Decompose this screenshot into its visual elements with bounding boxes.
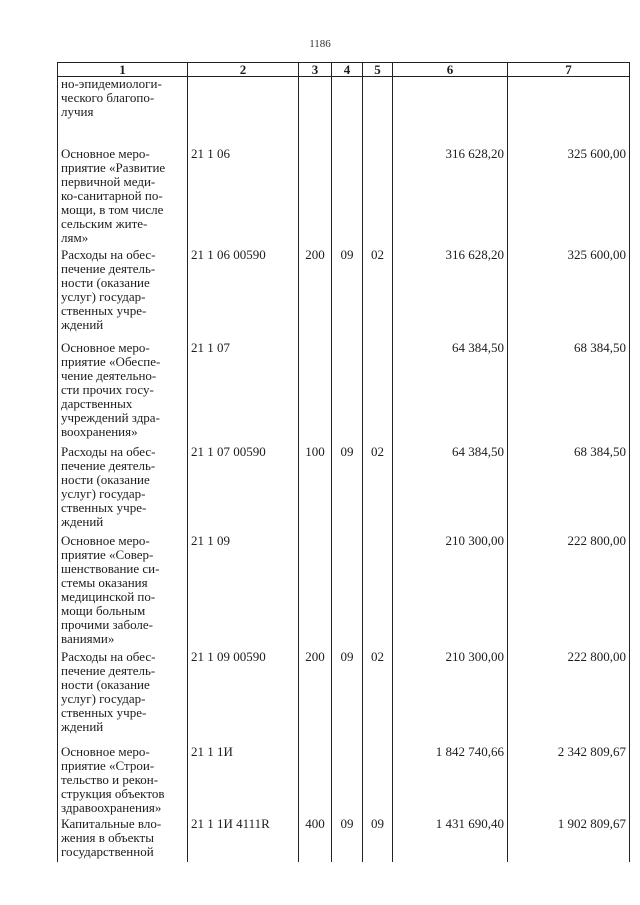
table-row	[58, 77, 630, 147]
item-name: Основное меро- приятие «Обеспе- чение деятельно- сти прочих госу- дарственных учреждений здра- воохранения»	[58, 341, 188, 445]
subsection: 02	[363, 650, 393, 745]
subsection: 02	[363, 445, 393, 534]
item-code: 21 1 06 00590	[188, 248, 299, 341]
column-header: 3	[299, 63, 332, 77]
expense-type	[299, 147, 332, 248]
subsection	[363, 534, 393, 650]
section: 09	[332, 650, 363, 745]
amount-year-1	[393, 77, 508, 147]
table-row	[58, 650, 630, 745]
item-code: 21 1 09	[188, 534, 299, 650]
table-row	[58, 817, 630, 862]
item-name: Капитальные вло- жения в объекты государственной	[58, 817, 188, 862]
subsection: 09	[363, 817, 393, 862]
subsection	[363, 77, 393, 147]
expense-type: 200	[299, 650, 332, 745]
item-code: 21 1 1И	[188, 745, 299, 817]
header-row	[58, 63, 630, 77]
amount-year-1: 316 628,20	[393, 248, 508, 341]
column-header: 1	[58, 63, 188, 77]
item-name: Расходы на обес- печение деятель- ности (оказание услуг) государ- ственных учре- ждений	[58, 650, 188, 745]
item-code: 21 1 07	[188, 341, 299, 445]
amount-year-2: 222 800,00	[508, 534, 630, 650]
amount-year-1: 210 300,00	[393, 534, 508, 650]
item-code: 21 1 06	[188, 147, 299, 248]
amount-year-1: 1 842 740,66	[393, 745, 508, 817]
column-header: 7	[508, 63, 630, 77]
amount-year-2: 68 384,50	[508, 341, 630, 445]
item-code: 21 1 07 00590	[188, 445, 299, 534]
item-name: но-эпидемиологи- ческого благопо- лучия	[58, 77, 188, 147]
section	[332, 745, 363, 817]
amount-year-2: 325 600,00	[508, 147, 630, 248]
section: 09	[332, 445, 363, 534]
amount-year-2: 222 800,00	[508, 650, 630, 745]
amount-year-1: 1 431 690,40	[393, 817, 508, 862]
table-row	[58, 341, 630, 445]
amount-year-2	[508, 77, 630, 147]
column-header: 5	[363, 63, 393, 77]
amount-year-1: 316 628,20	[393, 147, 508, 248]
item-name: Основное меро- приятие «Совер- шенствование си- стемы оказания медицинской по- мощи больным прочими заболе- ваниями»	[58, 534, 188, 650]
item-code: 21 1 09 00590	[188, 650, 299, 745]
section: 09	[332, 817, 363, 862]
expense-type: 400	[299, 817, 332, 862]
subsection	[363, 745, 393, 817]
section	[332, 77, 363, 147]
subsection	[363, 341, 393, 445]
item-code: 21 1 1И 4111R	[188, 817, 299, 862]
expense-type	[299, 77, 332, 147]
page-number: 1186	[309, 38, 331, 50]
expense-type: 200	[299, 248, 332, 341]
amount-year-1: 64 384,50	[393, 445, 508, 534]
column-header: 6	[393, 63, 508, 77]
item-name: Расходы на обес- печение деятель- ности (оказание услуг) государ- ственных учре- ждений	[58, 445, 188, 534]
table-row	[58, 745, 630, 817]
table-row	[58, 147, 630, 248]
item-code	[188, 77, 299, 147]
column-header: 4	[332, 63, 363, 77]
amount-year-2: 2 342 809,67	[508, 745, 630, 817]
section	[332, 341, 363, 445]
subsection: 02	[363, 248, 393, 341]
amount-year-1: 64 384,50	[393, 341, 508, 445]
section: 09	[332, 248, 363, 341]
column-header: 2	[188, 63, 299, 77]
subsection	[363, 147, 393, 248]
table-row	[58, 534, 630, 650]
expense-type	[299, 534, 332, 650]
amount-year-2: 68 384,50	[508, 445, 630, 534]
amount-year-2: 1 902 809,67	[508, 817, 630, 862]
budget-table	[57, 62, 630, 862]
section	[332, 147, 363, 248]
table-row	[58, 248, 630, 341]
amount-year-1: 210 300,00	[393, 650, 508, 745]
item-name: Основное меро- приятие «Развитие первичной меди- ко-санитарной по- мощи, в том числе сельским жите- лям»	[58, 147, 188, 248]
amount-year-2: 325 600,00	[508, 248, 630, 341]
expense-type: 100	[299, 445, 332, 534]
section	[332, 534, 363, 650]
item-name: Расходы на обес- печение деятель- ности (оказание услуг) государ- ственных учре- ждений	[58, 248, 188, 341]
expense-type	[299, 341, 332, 445]
expense-type	[299, 745, 332, 817]
item-name: Основное меро- приятие «Строи- тельство и рекон- струкция объектов здравоохранения»	[58, 745, 188, 817]
table-row	[58, 445, 630, 534]
